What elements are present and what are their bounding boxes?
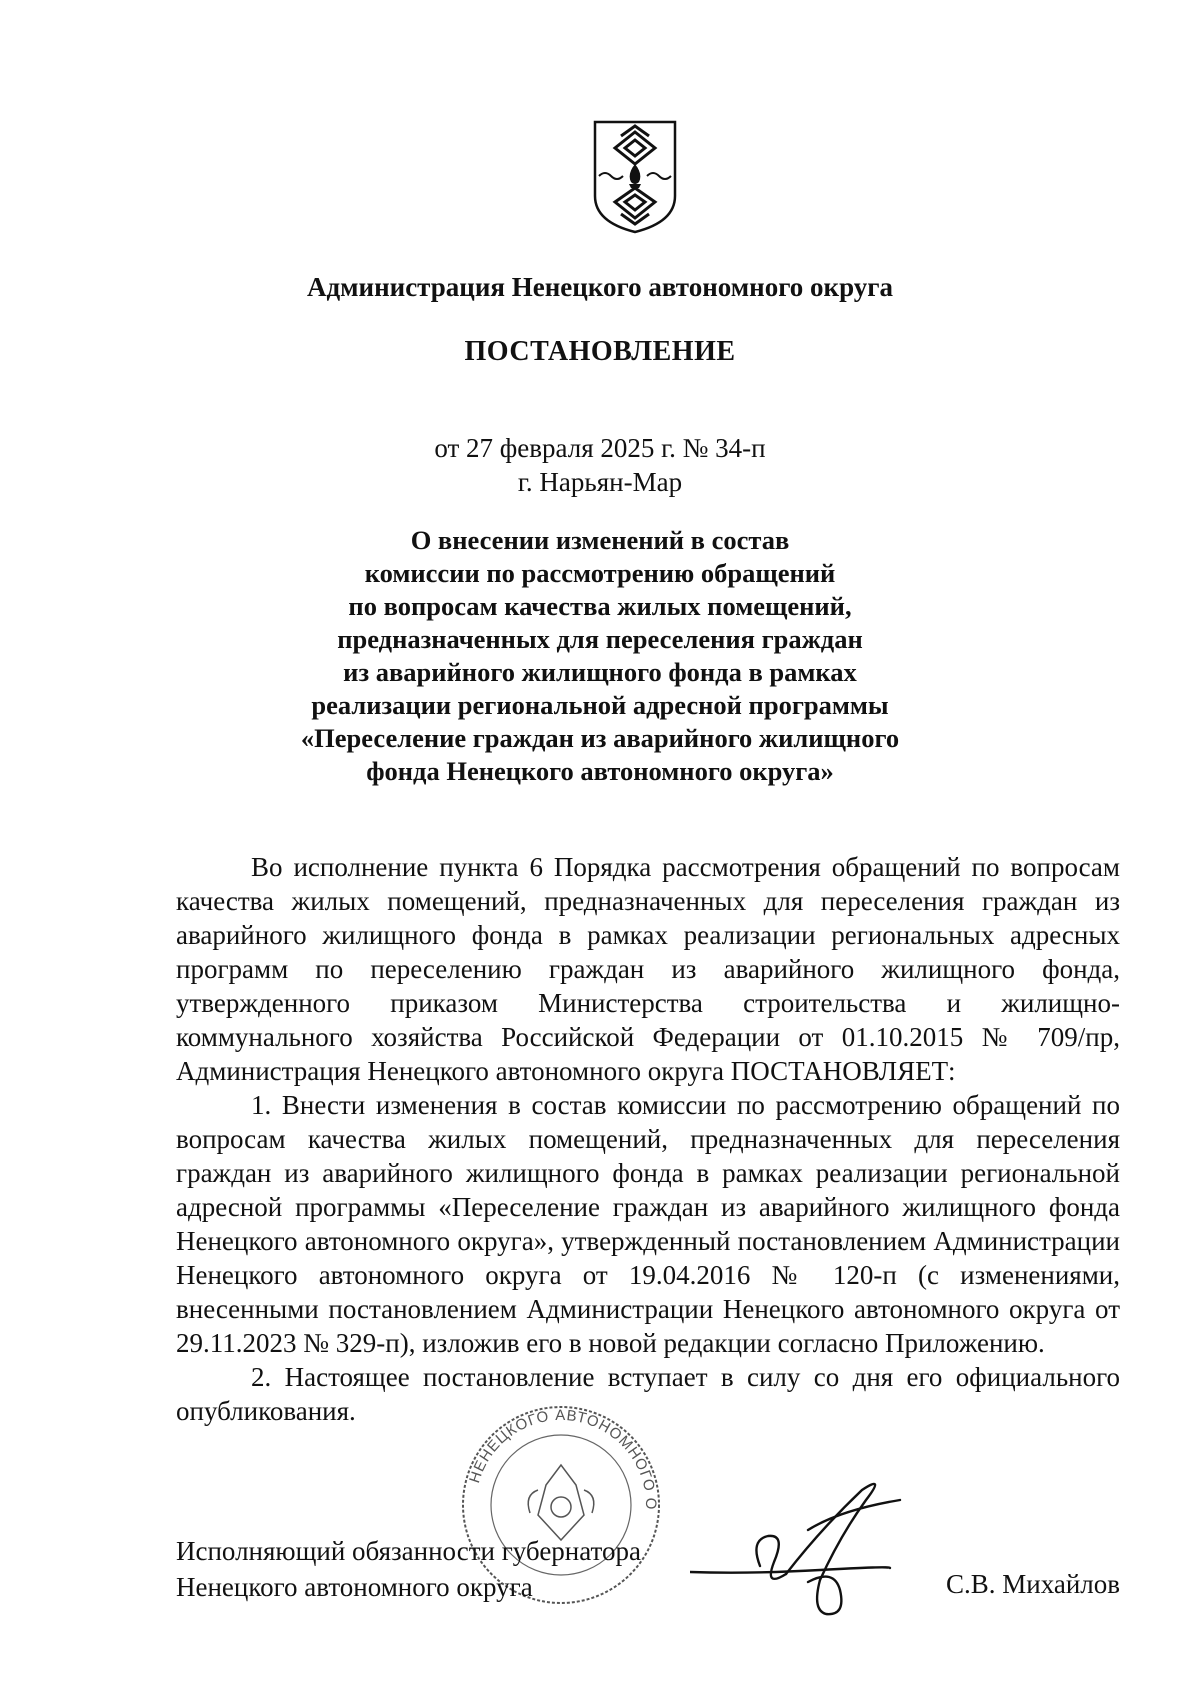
document-body	[176, 850, 1120, 1428]
title-line: из аварийного жилищного фонда в рамках	[343, 657, 857, 687]
handwritten-signature-icon	[690, 1470, 920, 1620]
document-type: ПОСТАНОВЛЕНИЕ	[464, 336, 736, 367]
title-line: предназначенных для переселения граждан	[337, 624, 863, 654]
item-1-paragraph: 1. Внести изменения в состав комиссии по рассмотрению обращений по вопросам качества жилых помещений, предназначенных для переселения граждан из аварийного жилищного фонда в рамках реализации региональной адресной программы «Переселение граждан из аварийного жилищного фонда Ненецкого автономного округа», утвержденный постановлением Администрации Ненецкого автономного округа от 19.04.2016 № 120-п (с изменениями, внесенными постановлением Администрации Ненецкого автономного округа от 29.11.2023 № 329-п), изложив его в новой редакции согласно Приложению.	[176, 1090, 1120, 1358]
title-line: по вопросам качества жилых помещений,	[348, 591, 852, 621]
document-date-number: от 27 февраля 2025 г. № 34-п	[434, 433, 766, 463]
document-city: г. Нарьян-Мар	[517, 467, 683, 497]
organization-name: Администрация Ненецкого автономного округа	[306, 272, 894, 302]
item-2-paragraph: 2. Настоящее постановление вступает в силу со дня его официального опубликования.	[176, 1362, 1120, 1426]
title-line: реализации региональной адресной программы	[311, 690, 889, 720]
title-line: комиссии по рассмотрению обращений	[364, 558, 836, 588]
coat-of-arms-icon	[591, 118, 679, 236]
title-line: «Переселение граждан из аварийного жилищного	[300, 723, 900, 753]
signatory-position-line: Ненецкого автономного округа	[176, 1572, 533, 1602]
document-title	[0, 524, 1200, 788]
seal-text: НЕНЕЦКОГО АВТОНОМНОГО О	[466, 1406, 660, 1511]
title-line: фонда Ненецкого автономного округа»	[366, 756, 834, 786]
preamble-paragraph: Во исполнение пункта 6 Порядка рассмотрения обращений по вопросам качества жилых помещений, предназначенных для переселения граждан из аварийного жилищного фонда в рамках реализации региональных адресных программ по переселению граждан из аварийного жилищного фонда, утвержденного приказом Министерства строительства и жилищно-коммунального хозяйства Российской Федерации от 01.10.2015 № 709/пр, Администрация Ненецкого автономного округа ПОСТАНОВЛЯЕТ:	[176, 852, 1120, 1086]
signatory-name: С.В. Михайлов	[945, 1569, 1120, 1599]
signatory-position	[176, 1533, 641, 1605]
title-line: О внесении изменений в состав	[410, 525, 790, 555]
signatory-position-line: Исполняющий обязанности губернатора	[176, 1536, 641, 1566]
